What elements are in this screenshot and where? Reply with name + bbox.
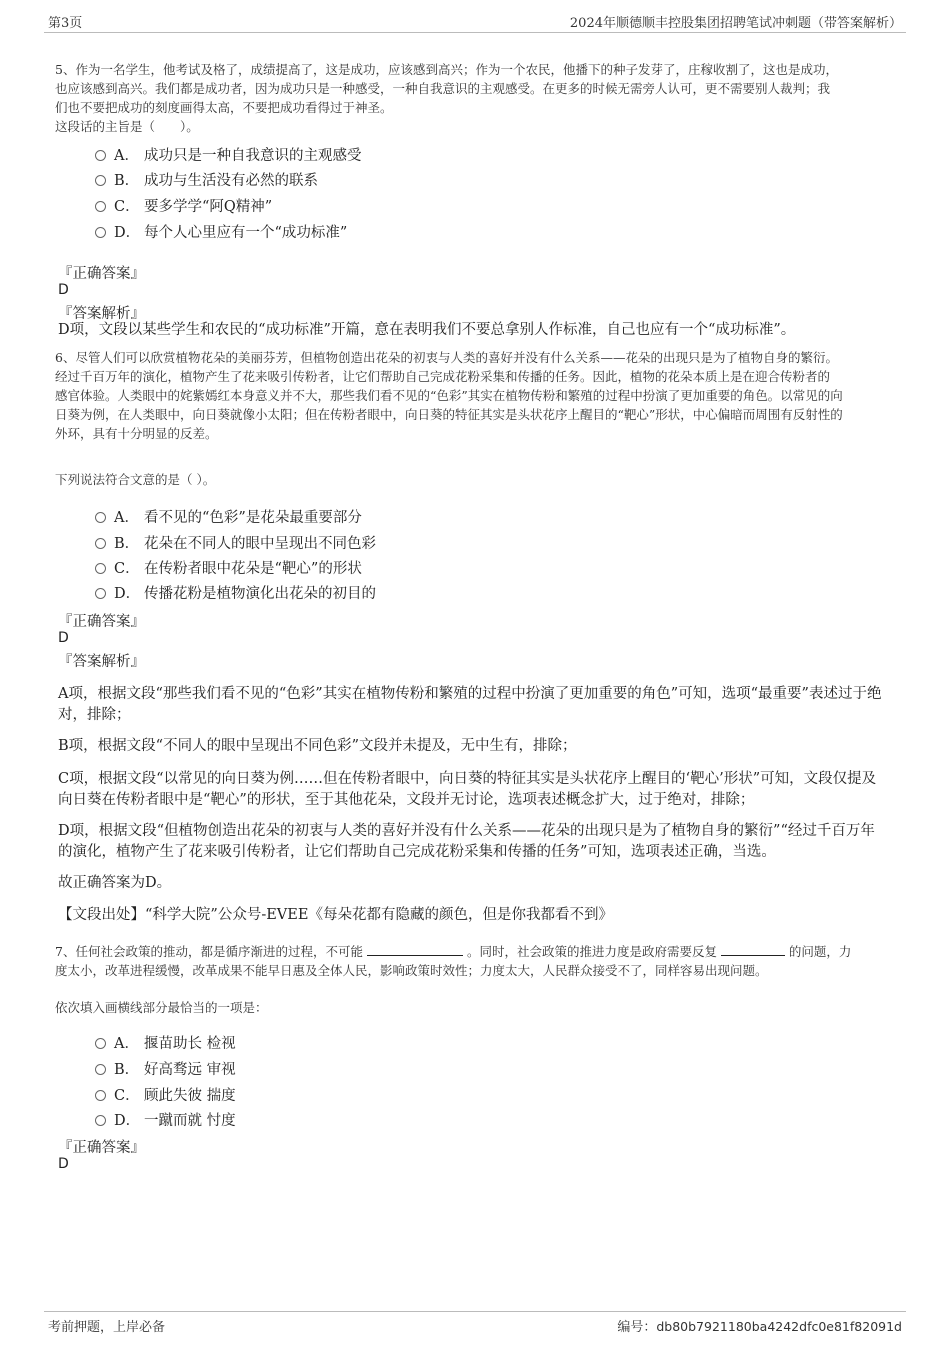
radio-icon[interactable]: [95, 1038, 106, 1049]
option-d[interactable]: D． 传播花粉是植物演化出花朵的初目的: [95, 582, 376, 603]
analysis-text: D项，文段以某些学生和农民的“成功标准”开篇，意在表明我们不要总拿别人作标准，自己也应有一个“成功标准”。: [58, 322, 796, 338]
analysis-label: 『答案解析』: [58, 654, 145, 670]
option-c[interactable]: C． 要多学学“阿Q精神”: [95, 195, 272, 216]
option-b[interactable]: B． 花朵在不同人的眼中呈现出不同色彩: [95, 532, 376, 553]
option-b[interactable]: B． 好高骛远 审视: [95, 1058, 236, 1079]
radio-icon[interactable]: [95, 588, 106, 599]
radio-icon[interactable]: [95, 538, 106, 549]
question-5-stem: [55, 60, 895, 136]
stem-line: 感官体验。人类眼中的姹紫嫣红本身意义并不大，那些我们看不见的“色彩”其实在植物传粉和繁殖的过程中扮演了更加重要的角色。以常见的向: [55, 388, 843, 403]
page-header: [44, 10, 906, 33]
page-footer: [44, 1311, 906, 1336]
option-a[interactable]: A． 成功只是一种自我意识的主观感受: [95, 144, 362, 165]
stem-line: 6、尽管人们可以欣赏植物花朵的美丽芬芳，但植物创造出花朵的初衷与人类的喜好并没有什么关系——花朵的出现只是为了植物自身的繁衍。: [55, 350, 838, 365]
radio-icon[interactable]: [95, 1090, 106, 1101]
stem-text: 7、任何社会政策的推动，都是循序渐进的过程，不可能: [55, 944, 363, 959]
radio-icon[interactable]: [95, 150, 106, 161]
radio-icon[interactable]: [95, 1064, 106, 1075]
analysis-paragraph: C项，根据文段“以常见的向日葵为例……但在传粉者眼中，向日葵的特征其实是头状花序上醒目的‘靶心’形状”可知，文段仅提及向日葵在传粉者眼中是“靶心”的形状，至于其他花朵，文段并无讨论，选项表述概念扩大，过于绝对，排除；: [58, 771, 877, 808]
document-code: [617, 1316, 902, 1335]
correct-answer-label: 『正确答案』: [58, 266, 145, 282]
option-b[interactable]: B． 成功与生活没有必然的联系: [95, 169, 318, 190]
footer-slogan: 考前押题，上岸必备: [48, 1320, 166, 1335]
source-citation: 【文段出处】“科学大院”公众号-EVEE《每朵花都有隐藏的颜色，但是你我都看不到》: [58, 907, 613, 923]
stem-line: 度太小，改革进程缓慢，改革成果不能早日惠及全体人民，影响政策时效性；力度太大，人民群众接受不了，同样容易出现问题。: [55, 963, 768, 978]
question-prompt: 下列说法符合文意的是（ ）。: [55, 472, 216, 487]
correct-answer-value: D: [58, 1156, 69, 1172]
fill-blank-1: [367, 943, 463, 956]
analysis-paragraph: A项，根据文段“那些我们看不见的“色彩”其实在植物传粉和繁殖的过程中扮演了更加重要的角色”可知，选项“最重要”表述过于绝对，排除；: [58, 686, 882, 723]
analysis-paragraph: B项，根据文段“不同人的眼中呈现出不同色彩”文段并未提及，无中生有，排除；: [58, 738, 577, 754]
stem-line: 经过千百万年的演化，植物产生了花来吸引传粉者，让它们帮助自己完成花粉采集和传播的任务。因此，植物的花朵本质上是在迎合传粉者的: [55, 369, 831, 384]
option-c[interactable]: C． 顾此失彼 揣度: [95, 1084, 236, 1105]
correct-answer-label: 『正确答案』: [58, 614, 145, 630]
stem-text: 。同时，社会政策的推进力度是政府需要反复: [466, 944, 717, 959]
question-prompt: 这段话的主旨是（ ）。: [55, 119, 199, 134]
option-d[interactable]: D． 每个人心里应有一个“成功标准”: [95, 221, 347, 242]
correct-answer-value: D: [58, 630, 69, 646]
question-7-stem: [55, 942, 895, 980]
code-value: db80b7921180ba4242dfc0e81f82091d: [656, 1319, 902, 1334]
question-prompt: 依次填入画横线部分最恰当的一项是：: [55, 1000, 268, 1015]
stem-line: 日葵为例，在人类眼中，向日葵就像小太阳；但在传粉者眼中，向日葵的特征其实是头状花序上醒目的“靶心”形状，中心偏暗而周围有反射性的: [55, 407, 843, 422]
radio-icon[interactable]: [95, 175, 106, 186]
code-label: 编号：: [617, 1320, 657, 1335]
option-a[interactable]: A． 看不见的“色彩”是花朵最重要部分: [95, 506, 362, 527]
option-d[interactable]: D． 一蹴而就 忖度: [95, 1109, 236, 1130]
stem-line: 们也不要把成功的刻度画得太高，不要把成功看得过于神圣。: [55, 100, 393, 115]
analysis-conclusion: 故正确答案为D。: [58, 875, 172, 891]
radio-icon[interactable]: [95, 227, 106, 238]
radio-icon[interactable]: [95, 201, 106, 212]
radio-icon[interactable]: [95, 563, 106, 574]
option-a[interactable]: A． 揠苗助长 检视: [95, 1032, 236, 1053]
stem-line: 也应该感到高兴。我们都是成功者，因为成功只是一种感受，一种自我意识的主观感受。在更多的时候无需旁人认可，更不需要别人裁判；我: [55, 81, 831, 96]
correct-answer-value: D: [58, 282, 69, 298]
stem-line: 外环，具有十分明显的反差。: [55, 426, 218, 441]
stem-line: 5、作为一名学生，他考试及格了，成绩提高了，这是成功，应该感到高兴；作为一个农民，他播下的种子发芽了，庄稼收割了，这也是成功，: [55, 62, 838, 77]
document-title: 2024年顺德顺丰控股集团招聘笔试冲刺题（带答案解析）: [569, 16, 902, 31]
correct-answer-label: 『正确答案』: [58, 1140, 145, 1156]
radio-icon[interactable]: [95, 1115, 106, 1126]
option-c[interactable]: C． 在传粉者眼中花朵是“靶心”的形状: [95, 557, 362, 578]
fill-blank-2: [721, 943, 785, 956]
question-6-stem: [55, 348, 895, 443]
analysis-paragraph: D项，根据文段“但植物创造出花朵的初衷与人类的喜好并没有什么关系——花朵的出现只是为了植物自身的繁衍”“经过千百万年的演化，植物产生了花来吸引传粉者，让它们帮助自己完成花粉采集和传播的任务”可知，选项表述正确，当选。: [58, 823, 875, 860]
page-number: 第3页: [48, 16, 83, 31]
analysis-label: 『答案解析』: [58, 306, 145, 322]
radio-icon[interactable]: [95, 512, 106, 523]
stem-text: 的问题，力: [788, 944, 852, 959]
